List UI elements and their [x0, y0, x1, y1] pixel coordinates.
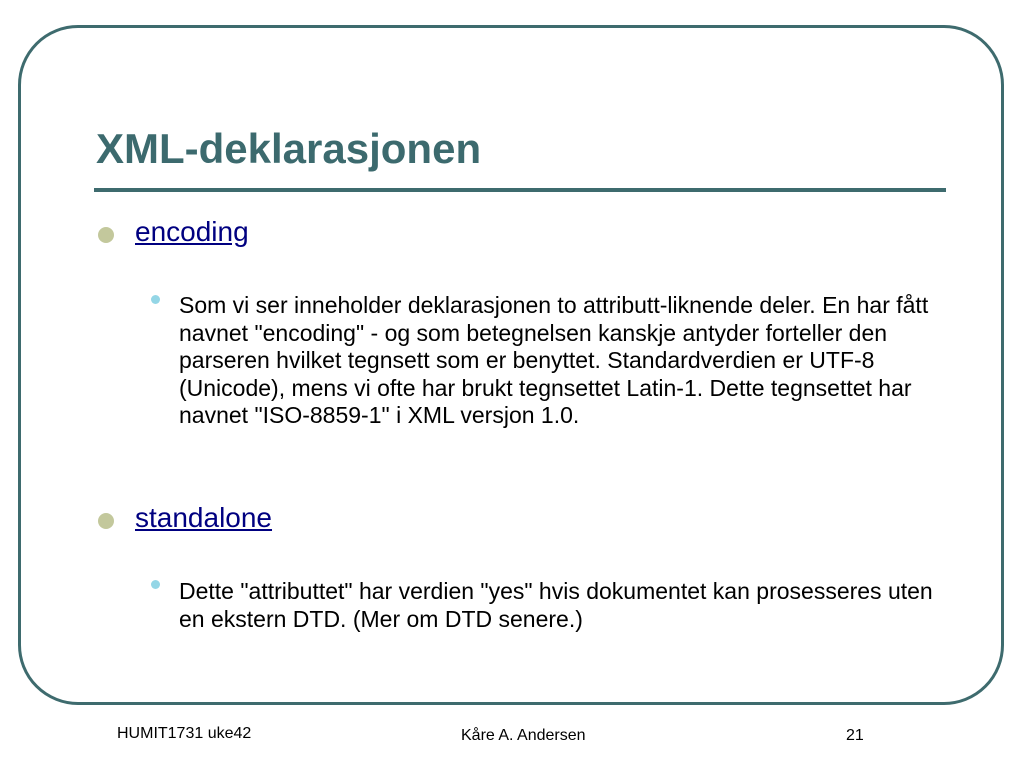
footer-author: Kåre A. Andersen [461, 727, 586, 744]
title-underline-rule [94, 188, 946, 192]
standalone-link[interactable]: standalone [135, 502, 273, 533]
footer-course: HUMIT1731 uke42 [117, 725, 252, 742]
encoding-description: Som vi ser inneholder deklarasjonen to attributt-liknende deler. En har fått navnet "encoding" - og som betegnelsen kanskje antyder forteller den parseren hvilket tegnsett som er benyttet. Standardverdien er UTF-8 (Unicode), mens vi ofte har brukt tegnsettet Latin-1. Dette tegnsettet har navnet "ISO-8859-1" i XML versjon 1.0. [179, 292, 929, 428]
bullet-standalone-icon [98, 513, 114, 529]
bullet-encoding-icon [98, 227, 114, 243]
slide-title: XML-deklarasjonen [96, 125, 482, 172]
encoding-link[interactable]: encoding [135, 216, 249, 247]
footer-page-number: 21 [846, 727, 864, 744]
standalone-description: Dette "attributtet" har verdien "yes" hvis dokumentet kan prosesseres uten en ekstern DTD. (Mer om DTD senere.) [179, 578, 933, 632]
sub-bullet-encoding-icon [151, 295, 160, 304]
sub-bullet-standalone-icon [151, 580, 160, 589]
